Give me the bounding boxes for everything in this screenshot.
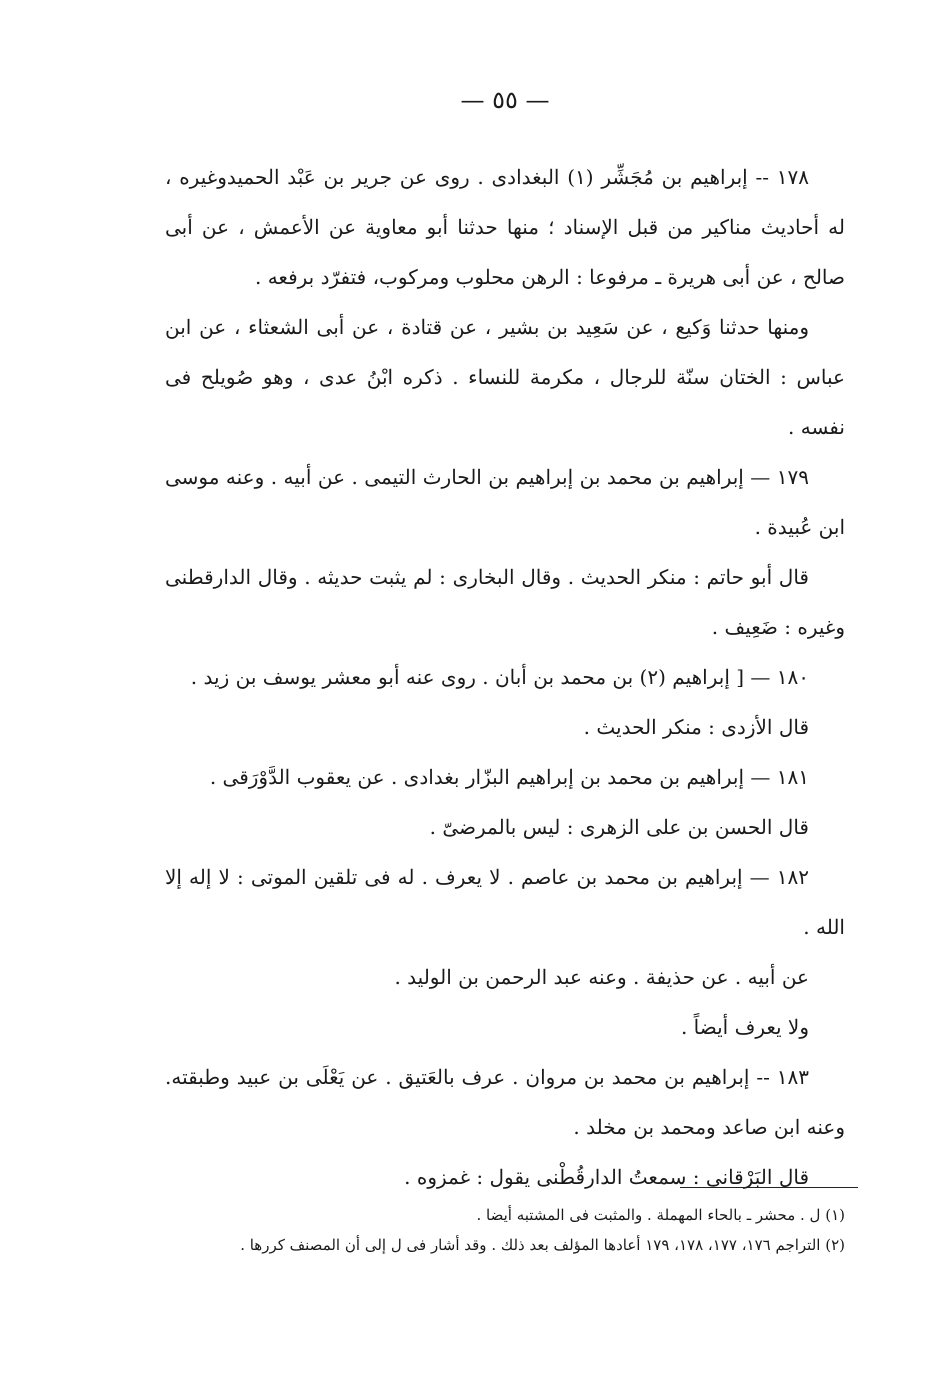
entry-178: ١٧٨ -- إبراهيم بن مُجَشِّر (١) البغدادى . روى عن جرير بن عَبْد الحميدوغيره ، له أحاديث مناكير من قبل الإسناد ؛ منها حدثنا أبو معاوية عن الأعمش ، عن أبى صالح ، عن أبى هريرة ـ مرفوعا : الرهن محلوب ومركوب، فتفرّد برفعه . xyxy=(165,165,845,289)
page-number: — ٥٥ — xyxy=(460,86,550,114)
footnote-divider xyxy=(680,1187,858,1188)
entry-180-remark: قال الأزدى : منكر الحديث . xyxy=(583,715,809,739)
footnote-2: (٢) التراجم ١٧٦، ١٧٧، ١٧٨، ١٧٩ أعادها المؤلف بعد ذلك . وقد أشار فى ل إلى أن المصنف كررها . xyxy=(240,1236,845,1254)
entry-183: ١٨٣ -- إبراهيم بن محمد بن مروان . عرف بالعَتيق . عن يَعْلَى بن عبيد وطبقته. وعنه ابن صاعد ومحمد بن مخلد . xyxy=(165,1065,845,1139)
footnote-1: (١) ل . محشر ـ بالحاء المهملة . والمثبت فى المشتبه أيضا . xyxy=(476,1206,845,1224)
entry-179: ١٧٩ — إبراهيم بن محمد بن إبراهيم بن الحارث التيمى . عن أبيه . وعنه موسى ابن عُبيدة . xyxy=(165,465,845,539)
entry-183-remark: قال البَرْقانى : سمعتُ الدارقُطْنى يقول : غمزوه . xyxy=(404,1165,809,1189)
entry-178-continued: ومنها حدثنا وَكيع ، عن سَعِيد بن بشير ، عن قتادة ، عن أبى الشعثاء ، عن ابن عباس : الختان سنّة للرجال ، مكرمة للنساء . ذكره ابْنُ عدى ، وهو صُويلح فى نفسه . xyxy=(165,315,845,439)
entry-181: ١٨١ — إبراهيم بن محمد بن إبراهيم البزّار بغدادى . عن يعقوب الدَّوْرَقى . xyxy=(209,765,809,789)
entry-181-remark: قال الحسن بن على الزهرى : ليس بالمرضىّ . xyxy=(429,815,809,839)
entry-180: ١٨٠ — [ إبراهيم (٢) بن محمد بن أبان . روى عنه أبو معشر يوسف بن زيد . xyxy=(190,665,809,689)
entry-179-remark: قال أبو حاتم : منكر الحديث . وقال البخارى : لم يثبت حديثه . وقال الدارقطنى وغيره : ضَعِيف . xyxy=(165,565,845,639)
footnotes xyxy=(175,1200,845,1260)
entry-182: ١٨٢ — إبراهيم بن محمد بن عاصم . لا يعرف . له فى تلقين الموتى : لا إله إلا الله . xyxy=(165,865,845,939)
main-text xyxy=(165,152,845,1202)
entry-182-remark: ولا يعرف أيضاً . xyxy=(680,1015,809,1039)
entry-182-narration: عن أبيه . عن حذيفة . وعنه عبد الرحمن بن الوليد . xyxy=(394,965,809,989)
